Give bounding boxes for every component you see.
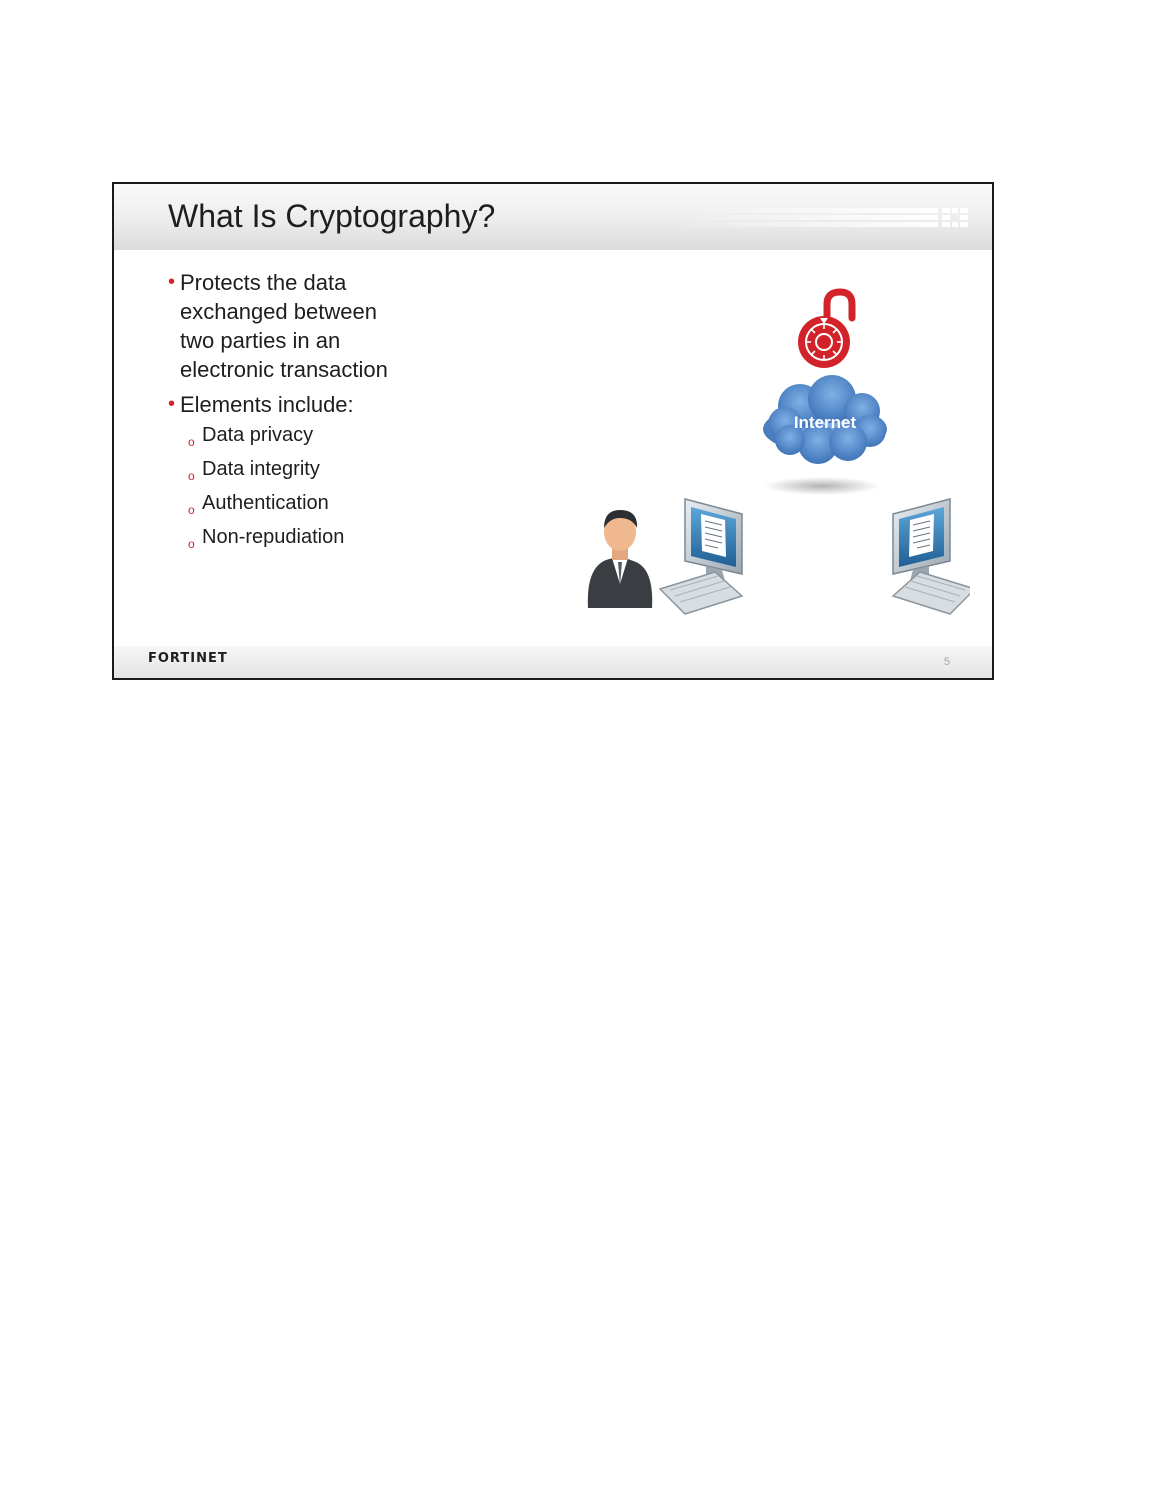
subbullet-item	[168, 525, 458, 549]
subbullet-marker: o	[188, 503, 195, 517]
subbullet-item	[168, 457, 458, 481]
page-number: 5	[943, 656, 950, 668]
title-band	[114, 184, 992, 250]
cryptography-diagram	[470, 274, 970, 624]
bullet-item	[168, 268, 458, 384]
bullet-item	[168, 390, 458, 419]
open-padlock-icon	[798, 292, 852, 368]
businessman-icon	[588, 510, 652, 608]
bullet-list	[168, 268, 458, 559]
slide-title: What Is Cryptography?	[168, 198, 496, 234]
subbullet-text: Non-repudiation	[202, 526, 345, 548]
bullet-line: exchanged between	[180, 299, 377, 324]
internet-cloud-icon	[763, 375, 887, 495]
bullet-line: Elements include:	[180, 392, 354, 417]
fortinet-corner-logo-icon	[670, 206, 970, 228]
bullet-marker: •	[168, 393, 176, 415]
subbullet-item	[168, 491, 458, 515]
fortinet-logo: FORTINET	[148, 651, 228, 666]
subbullet-marker: o	[188, 469, 195, 483]
slide	[112, 182, 994, 680]
subbullet-text: Authentication	[202, 492, 329, 514]
bullet-marker: •	[168, 271, 176, 293]
computer-icon	[893, 499, 970, 614]
cloud-label: Internet	[793, 413, 857, 432]
bullet-line: electronic transaction	[180, 357, 388, 382]
bullet-line: Protects the data	[180, 270, 347, 295]
subbullet-text: Data privacy	[202, 424, 314, 446]
computer-icon	[660, 499, 742, 614]
subbullet-text: Data integrity	[202, 458, 320, 480]
footer-band	[114, 646, 992, 678]
subbullet-marker: o	[188, 537, 195, 551]
bullet-line: two parties in an	[180, 328, 341, 353]
subbullet-item	[168, 423, 458, 447]
subbullet-marker: o	[188, 435, 195, 449]
